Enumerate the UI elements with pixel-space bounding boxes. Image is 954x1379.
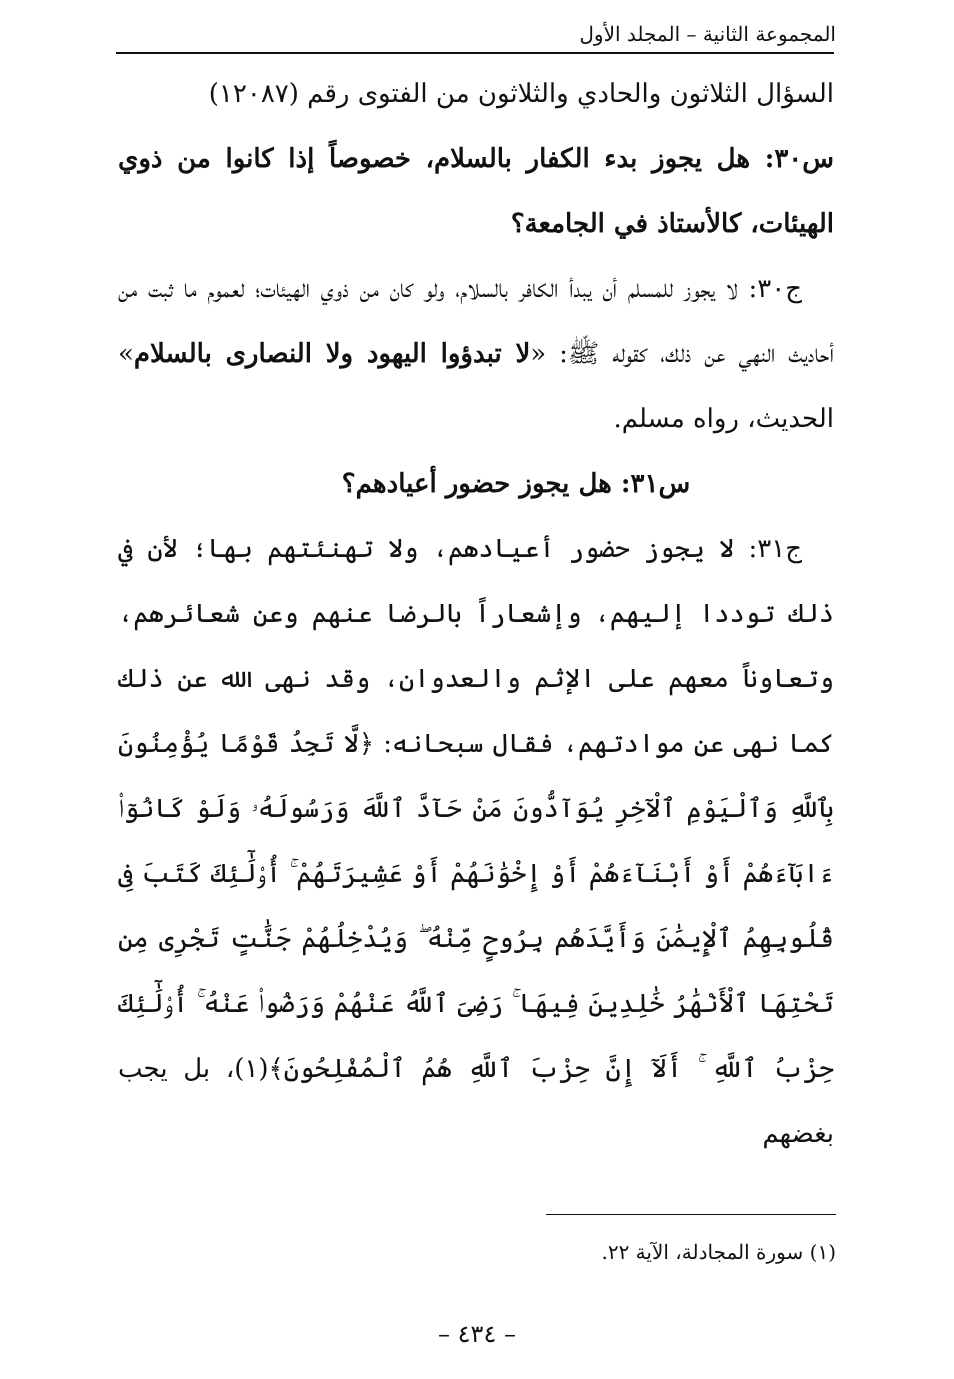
running-header: المجموعة الثانية – المجلد الأول <box>579 22 836 46</box>
page-number: – ٤٣٤ – <box>438 1320 516 1348</box>
hadith-quote: لا تبدؤوا اليهود ولا النصارى بالسلام <box>133 339 531 369</box>
answer-30 <box>118 257 834 452</box>
fatwa-heading: السؤال الثلاثون والحادي والثلاثون من الفتوى رقم (١٢٠٨٧) <box>208 79 834 109</box>
answer-30-text-end: » الحديث، رواه مسلم. <box>118 339 834 434</box>
question-30: س٣٠: هل يجوز بدء الكفار بالسلام، خصوصاً إذا كانوا من ذوي الهيئات، كالأستاذ في الجامعة؟ <box>118 144 834 239</box>
answer-31-text-start: ج٣١: لا يجوز حضور أعيادهم، ولا تهنئتهم بها؛ لأن في ذلك توددا إليهم، وإشعاراً بالرضا عنهم وعن شعائرهم، وتعاوناً معهم على الإثم والعدوان، وقد نهى الله عن ذلك كما نهى عن موادتهم، فقال سبحانه: ﴿ <box>118 534 834 759</box>
quran-verse: لَّا تَجِدُ قَوْمًا يُؤْمِنُونَ بِٱللَّهِ وَٱلْيَوْمِ ٱلْآخِرِ يُوَآدُّونَ مَنْ حَآدَّ ٱللَّهَ وَرَسُولَهُۥ وَلَوْ كَانُوٓا۟ ءَابَآءَهُمْ أَوْ أَبْنَآءَهُمْ أَوْ إِخْوَٰنَهُمْ أَوْ عَشِيرَتَهُمْ ۚ أُو۟لَٰٓئِكَ كَتَبَ فِى قُلُوبِهِمُ ٱلْإِيمَٰنَ وَأَيَّدَهُم بِرُوحٍ مِّنْهُ ۖ وَيُدْخِلُهُمْ جَنَّٰتٍ تَجْرِى مِن تَحْتِهَا ٱلْأَنْهَٰرُ خَٰلِدِينَ فِيهَا ۚ رَضِىَ ٱللَّهُ عَنْهُمْ وَرَضُوا۟ عَنْهُ ۚ أُو۟لَٰٓئِكَ حِزْبُ ٱللَّهِ ۚ أَلَآ إِنَّ حِزْبَ ٱللَّهِ هُمُ ٱلْمُفْلِحُونَ <box>118 729 835 1084</box>
footnote: (١) سورة المجادلة، الآية ٢٢. <box>601 1240 836 1264</box>
header-rule <box>116 52 834 54</box>
body-text <box>118 62 834 1167</box>
answer-31 <box>118 517 834 1167</box>
footnote-rule <box>546 1214 836 1215</box>
answer-31-text-end: ﴾(١)، بل يجب بغضهم <box>118 1054 834 1149</box>
question-31: س٣١: هل يجوز حضور أعيادهم؟ <box>341 469 691 499</box>
answer-30-text-start: ج٣٠: لا يجوز للمسلم أن يبدأ الكافر بالسلام، ولو كان من ذوي الهيئات؛ لعموم ما ثبت من أحاديث النهي عن ذلك، كقوله ﷺ: « <box>118 274 834 369</box>
